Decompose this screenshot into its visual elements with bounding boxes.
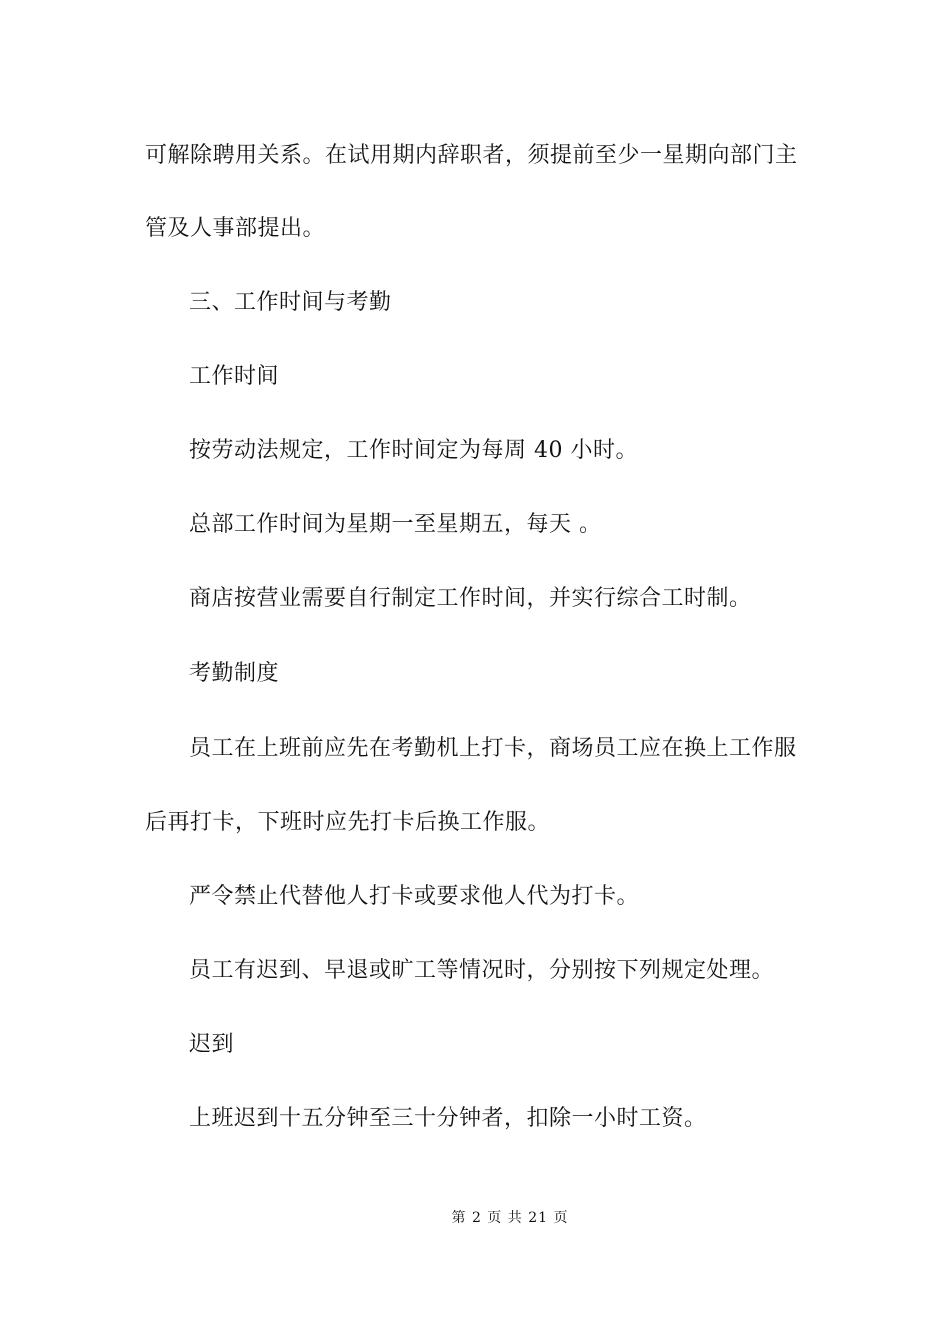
subsection-heading: 迟到 bbox=[189, 1032, 235, 1057]
section-heading: 三、工作时间与考勤 bbox=[189, 290, 392, 315]
paragraph-line: 可解除聘用关系。在试用期内辞职者，须提前至少一星期向部门主 bbox=[145, 143, 798, 168]
paragraph-line: 按劳动法规定，工作时间定为每周 40 小时。 bbox=[189, 438, 638, 463]
paragraph-line: 上班迟到十五分钟至三十分钟者，扣除一小时工资。 bbox=[189, 1106, 707, 1131]
paragraph-line: 商店按营业需要自行制定工作时间，并实行综合工时制。 bbox=[189, 586, 752, 611]
paragraph-line: 总部工作时间为星期一至星期五，每天 。 bbox=[189, 512, 602, 537]
paragraph-line: 管及人事部提出。 bbox=[145, 216, 326, 241]
paragraph-line: 后再打卡，下班时应先打卡后换工作服。 bbox=[145, 810, 551, 835]
subsection-heading: 工作时间 bbox=[189, 364, 280, 389]
page-number-footer: 第 2 页 共 21 页 bbox=[451, 1210, 569, 1226]
paragraph-line: 员工有迟到、早退或旷工等情况时，分别按下列规定处理。 bbox=[189, 958, 775, 983]
paragraph-line: 员工在上班前应先在考勤机上打卡，商场员工应在换上工作服 bbox=[189, 736, 797, 761]
subsection-heading: 考勤制度 bbox=[189, 661, 280, 686]
paragraph-line: 严令禁止代替他人打卡或要求他人代为打卡。 bbox=[189, 884, 640, 909]
